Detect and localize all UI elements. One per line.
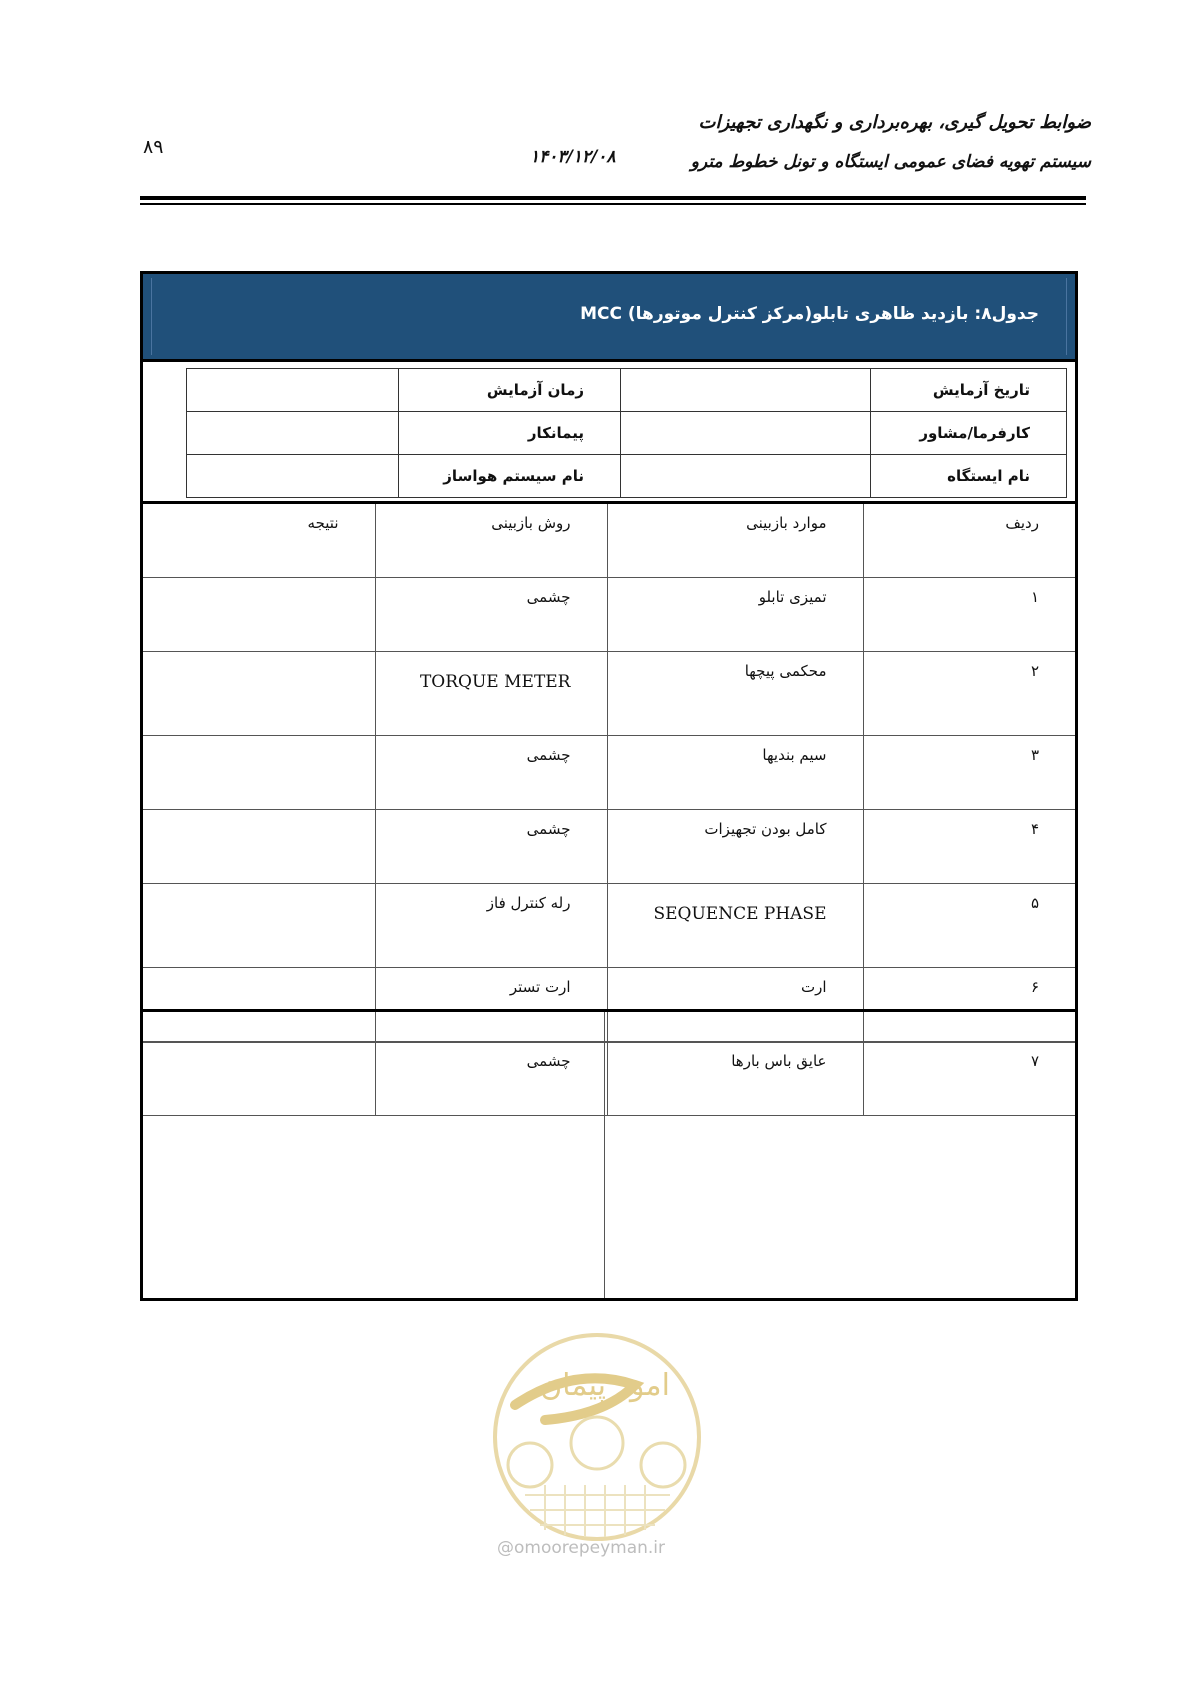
row-method: چشمی <box>375 736 607 810</box>
info-row <box>187 455 1067 498</box>
row-method: چشمی <box>375 1042 607 1116</box>
test-date-value[interactable] <box>621 369 871 412</box>
header-date: ۱۴۰۳/۱۲/۰۸ <box>530 147 616 167</box>
row-number: ۵ <box>863 884 1075 968</box>
row-number: ۶ <box>863 968 1075 1042</box>
info-row <box>187 369 1067 412</box>
row-item: کامل بودن تجهیزات <box>607 810 863 884</box>
ahu-system-name-value[interactable] <box>187 455 399 498</box>
station-name-value[interactable] <box>621 455 871 498</box>
row-number: ۱ <box>863 578 1075 652</box>
page-number: ۸۹ <box>143 136 164 158</box>
notes-column-divider <box>604 1012 605 1298</box>
row-number: ۷ <box>863 1042 1075 1116</box>
table-row <box>143 1042 1075 1116</box>
row-item: تمیزی تابلو <box>607 578 863 652</box>
header-rule-thin <box>140 203 1086 205</box>
contractor-value[interactable] <box>187 412 399 455</box>
table-header-row <box>143 504 1075 578</box>
employer-consultant-label: کارفرما/مشاور <box>871 412 1067 455</box>
watermark-url: @omoorepeyman.ir <box>497 1538 666 1558</box>
employer-consultant-value[interactable] <box>621 412 871 455</box>
notes-header-line <box>143 1042 1075 1043</box>
header-title-line2: سیستم تهویه فضای عمومی ایستگاه و تونل خطوط مترو <box>690 152 1091 172</box>
logo-text: امور پیمان <box>540 1368 670 1403</box>
header-title-line1: ضوابط تحویل گیری، بهره‌برداری و نگهداری تجهیزات <box>698 112 1091 133</box>
table-title-bar <box>143 274 1075 362</box>
station-name-label: نام ایستگاه <box>871 455 1067 498</box>
contractor-label: پیمانکار <box>399 412 621 455</box>
row-result[interactable] <box>143 968 375 1042</box>
table-row <box>143 736 1075 810</box>
table-row <box>143 884 1075 968</box>
col-header-result: نتیجه <box>143 504 375 578</box>
table-row <box>143 968 1075 1042</box>
row-number: ۴ <box>863 810 1075 884</box>
row-result[interactable] <box>143 736 375 810</box>
row-item: سیم بندیها <box>607 736 863 810</box>
row-number: ۲ <box>863 652 1075 736</box>
test-time-value[interactable] <box>187 369 399 412</box>
test-date-label: تاریخ آزمایش <box>871 369 1067 412</box>
row-result[interactable] <box>143 884 375 968</box>
row-result[interactable] <box>143 578 375 652</box>
row-method: ارت تستر <box>375 968 607 1042</box>
table-row <box>143 578 1075 652</box>
row-result[interactable] <box>143 1042 375 1116</box>
row-method: TORQUE METER <box>375 652 607 736</box>
row-method: رله کنترل فاز <box>375 884 607 968</box>
inspection-form <box>140 271 1078 1301</box>
row-item: SEQUENCE PHASE <box>607 884 863 968</box>
col-header-row: ردیف <box>863 504 1075 578</box>
row-method: چشمی <box>375 578 607 652</box>
info-box <box>186 368 1066 498</box>
row-item: محکمی پیچها <box>607 652 863 736</box>
ahu-system-name-label: نام سیستم هواساز <box>399 455 621 498</box>
gear-seal-icon <box>485 1325 710 1550</box>
inspection-table <box>143 504 1075 1116</box>
row-result[interactable] <box>143 652 375 736</box>
table-row <box>143 652 1075 736</box>
row-item: عایق باس بارها <box>607 1042 863 1116</box>
col-header-method: روش بازبینی <box>375 504 607 578</box>
table-row <box>143 810 1075 884</box>
watermark-logo <box>485 1325 710 1550</box>
info-row <box>187 412 1067 455</box>
row-item: ارت <box>607 968 863 1042</box>
info-table <box>186 368 1067 498</box>
header-rule-thick <box>140 196 1086 200</box>
table-title: جدول۸: بازدید ظاهری تابلو(مرکز کنترل موتورها) MCC <box>580 304 1039 324</box>
row-result[interactable] <box>143 810 375 884</box>
inspection-grid <box>143 504 1075 1116</box>
row-number: ۳ <box>863 736 1075 810</box>
row-method: چشمی <box>375 810 607 884</box>
col-header-item: موارد بازبینی <box>607 504 863 578</box>
test-time-label: زمان آزمایش <box>399 369 621 412</box>
divider <box>143 1009 1075 1012</box>
